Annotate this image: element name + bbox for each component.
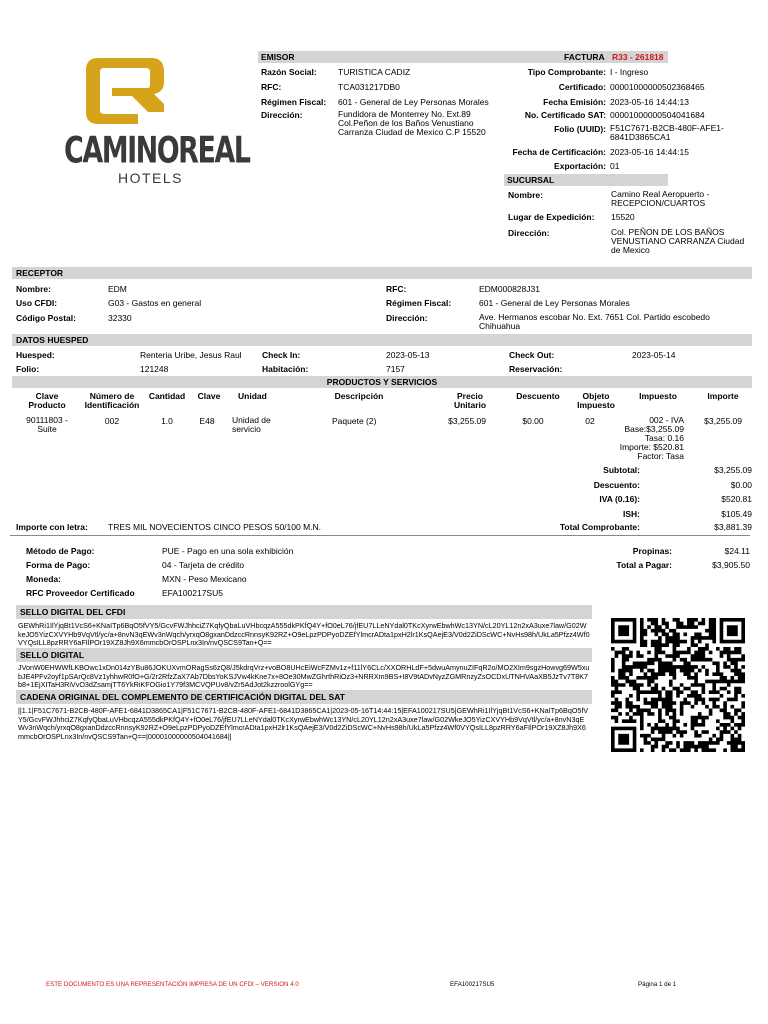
emisor-header [258,51,668,63]
footer-legal: ESTE DOCUMENTO ES UNA REPRESENTACIÓN IMPRESA DE UN CFDI – VERSION 4.0 [46,981,299,988]
receptor-rfc-value: EDM000828J31 [479,284,540,294]
col-impuesto: Impuesto [639,391,677,401]
total-comprobante-value: $3,881.39 [714,522,752,532]
row-importe: $3,255.09 [704,416,742,426]
total-comprobante-label: Total Comprobante: [559,522,640,532]
rfc-proveedor-label: RFC Proveedor Certificado [26,588,135,598]
col-clave-producto: Clave Producto [28,391,66,410]
emisor-title: EMISOR [261,52,295,62]
iva-value: $520.81 [721,494,752,504]
logo-mark-icon [60,52,190,132]
checkout-value: 2023-05-14 [632,350,676,360]
descuento-label: Descuento: [593,480,640,490]
receptor-rfc-label: RFC: [386,284,407,294]
col-objeto-impuesto: Objeto Impuesto [577,391,615,410]
receptor-nombre-value: EDM [108,284,127,294]
lugar-label: Lugar de Expedición: [508,212,595,222]
col-precio-unitario: Precio Unitario [453,391,487,410]
receptor-regimen-label: Régimen Fiscal: [386,298,452,308]
moneda-label: Moneda: [26,574,61,584]
fcert-label: Fecha de Certificación: [512,147,606,157]
row-clave-producto: 90111803 - Suite [26,415,68,434]
sello-digital-header: SELLO DIGITAL [16,648,592,662]
col-num-identificacion: Número de Identificación [84,391,140,410]
sello-digital-text: JVonW0EHWWfLKBOwc1xDn014zYBu86JOKUXvmORagSs6zQ8/J5kdrqVrz+voBO8UHcEiWcFZMv1z+f11lY6CLc/XXORHLdF+5dwuAmynuZIFqR2o/MO2XIm9sgzHowvg69W5xubJE4PFv2oyf1pSArQc8Vz1yhhwR0fO+G/2r2RfzZaX7Ab7DbsYoKSJVw4kKne7x+8Oe30MwZGhrthRiOz3+NRRXm9BS+I8V9tADvNyzZGMRnzyZsOCDxUTNHVAaXB5JzTv7T8K7b8+1EjXITaH3RiVvO3dZsamjTT6YkRiKFOGio1Y79f3MCVQPUv8/vZr5AdJot2kzzroolGYg== [18,664,590,690]
brand-sub: HOTELS [118,170,184,186]
nocert-label: No. Certificado SAT: [524,110,606,120]
cert-value: 00001000000502368465 [610,82,705,92]
emisor-rfc-label: RFC: [261,82,282,92]
ish-label: ISH: [623,509,640,519]
moneda-value: MXN - Peso Mexicano [162,574,247,584]
reserva-label: Reservación: [509,364,563,374]
row-clave: E48 [199,416,215,426]
ish-value: $105.49 [721,509,752,519]
receptor-dir-value: Ave. Hermanos escobar No. Ext. 7651 Col. Partido escobedo Chihuahua [479,312,710,331]
brand-name: CAMINOREAL [64,130,250,172]
huesped-label: Huesped: [16,350,55,360]
rfc-proveedor-value: EFA100217SU5 [162,588,223,598]
metodo-pago-label: Método de Pago: [26,546,95,556]
emisor-regimen-label: Régimen Fiscal: [261,97,327,107]
forma-pago-value: 04 - Tarjeta de crédito [162,560,245,570]
huesped-folio-label: Folio: [16,364,40,374]
cert-label: Certificado: [558,82,606,92]
razon-value: TURISTICA CADIZ [338,67,411,77]
productos-header: PRODUCTOS Y SERVICIOS [12,376,752,388]
col-descuento: Descuento [516,391,560,401]
folio-uuid-label: Folio (UUID): [554,124,606,134]
col-cantidad: Cantidad [148,391,186,401]
forma-pago-label: Forma de Pago: [26,560,91,570]
total-pagar-value: $3,905.50 [712,560,750,570]
fecha-value: 2023-05-16 14:44:13 [610,97,689,107]
qr-code-icon [611,618,745,752]
nocert-value: 00001000000504041684 [610,110,705,120]
hab-value: 7157 [386,364,405,374]
huesped-value: Renteria Uribe, Jesus Raul [140,350,242,360]
tipo-value: I - Ingreso [610,67,649,77]
propinas-label: Propinas: [632,546,672,556]
row-precio: $3,255.09 [448,416,486,426]
iva-label: IVA (0.16): [599,494,640,504]
footer-pac: EFA100217SU5 [450,981,495,988]
subtotal-value: $3,255.09 [714,465,752,475]
col-unidad: Unidad [238,391,267,401]
checkin-label: Check In: [262,350,301,360]
row-impuesto: 002 - IVA Base:$3,255.09 Tasa: 0.16 Importe: $520.81 Factor: Tasa [619,415,684,461]
fcert-value: 2023-05-16 14:44:15 [610,147,689,157]
sello-cfdi-header: SELLO DIGITAL DEL CFDI [16,605,592,619]
sucursal-nombre-value: Camino Real Aeropuerto - RECEPCION/CUARTOS [611,189,710,208]
col-importe: Importe [707,391,739,401]
uso-cfdi-value: G03 - Gastos en general [108,298,202,308]
emisor-regimen-value: 601 - General de Ley Personas Morales [338,97,489,107]
propinas-value: $24.11 [724,546,750,556]
uso-cfdi-label: Uso CFDI: [16,298,58,308]
sucursal-dir-label: Dirección: [508,228,550,238]
divider [10,535,750,536]
row-objeto: 02 [585,416,595,426]
col-descripcion: Descripción [334,391,384,401]
descuento-value: $0.00 [730,480,752,490]
row-num-id: 002 [104,416,120,426]
sello-cfdi-text: GEWhRi1IlYjqBt1VcS6+KNaITp6BqO5fVY5/GcvFWJhhciZ7KqfyQbaLuVHbcqzA555dkPKfQ4Y+fO0eL76/jfEU7LLeNYdal0TKcXyrwEbwhWc13YN/cL20YL12n2xA3uxe7law/G02WkeJO5YizCXVYHb9VqVtl/yc/a+8nvN3qEWv3nWqch/yrxqO8gxanDdzccRnnsyK92RZ+O9eLpzPDPyoDZEfYlmcrADta1pxH2lr1KsQAejE3/V0d2ZiDScWC+NvHs98h/UkLa5Pfzz4Wf0VYQsILL8pzRRY6aFIlPOr19XZ8Jh9X6mmcbOrOSPLnx3In/nvQSCS9Tan+Q== [18,622,590,648]
folio-uuid-value: F51C7671-B2CB-480F-AFE1- 6841D3865CA1 [610,123,724,142]
tipo-label: Tipo Comprobante: [527,67,606,77]
export-value: 01 [610,161,620,171]
fecha-label: Fecha Emisión: [543,97,606,107]
sucursal-header: SUCURSAL [504,174,668,186]
col-clave: Clave [197,391,221,401]
receptor-header: RECEPTOR [12,267,752,279]
emisor-rfc-value: TCA031217DB0 [338,82,400,92]
huesped-header: DATOS HUESPED [12,334,752,346]
qr-code [611,618,745,752]
receptor-regimen-value: 601 - General de Ley Personas Morales [479,298,630,308]
checkout-label: Check Out: [509,350,555,360]
sucursal-dir-value: Col. PEÑON DE LOS BAÑOS VENUSTIANO CARRANZA Ciudad de Mexico [611,227,745,255]
subtotal-label: Subtotal: [603,465,640,475]
cp-value: 32330 [108,313,132,323]
footer-page: Página 1 de 1 [638,981,677,988]
metodo-pago-value: PUE - Pago en una sola exhibición [162,546,294,556]
row-unidad: Unidad de servicio [232,415,271,434]
export-label: Exportación: [554,161,606,171]
cadena-text: ||1.1|F51C7671-B2CB-480F-AFE1-6841D3865CA1|F51C7671-B2CB-480F-AFE1-6841D3865CA1|2023-05-16T14:44:15|EFA100217SU5|GEWhRi1IlYjqBt1VcS6+KNaITp6BqO5fVY5/GcvFWJhhciZ7KqfyQbaLuVHbcqzA555dkPKfQ4Y+fO0eL76/jfEU7LLeNYdal0TKcXyrwEbwhWc13YN/cL20YL12n2xA3uxe7law/G02WkeJO5YizCXVYHb9VqVtl/yc/a+8nvN3qEWv3nWqch/yrxqO8gxanDdzccRnnsyK92RZ+O9eLpzPDPyoDZEfYlmcrADta1pxH2lr1KsQAejE3/V0d2ZiDScWC+NvHs98h/UkLa5Pfzz4Wf0VYQsILL8pzRRY6aFIlPOr19XZ8Jh9X6mmcbOrOSPLnx3In/nvQSCS9Tan+Q==|00001000000504041684|| [18,707,589,741]
emisor-dir-label: Dirección: [261,110,303,120]
cp-label: Código Postal: [16,313,76,323]
importe-letra-value: TRES MIL NOVECIENTOS CINCO PESOS 50/100 M.N. [108,522,322,532]
emisor-dir-value: Fundidora de Monterrey No. Ext.89 Col.Peñon de los Baños Venustiano Carranza Ciudad de Mexico C.P 15520 [338,109,486,137]
receptor-nombre-label: Nombre: [16,284,51,294]
huesped-folio-value: 121248 [140,364,169,374]
cadena-header: CADENA ORIGINAL DEL COMPLEMENTO DE CERTIFICACIÓN DIGITAL DEL SAT [16,690,592,704]
hotel-logo [60,52,250,187]
sucursal-nombre-label: Nombre: [508,190,543,200]
row-descripcion: Paquete (2) [332,416,377,426]
checkin-value: 2023-05-13 [386,350,430,360]
lugar-value: 15520 [611,212,635,222]
row-descuento: $0.00 [522,416,544,426]
factura-label: FACTURA [564,52,605,62]
row-cantidad: 1.0 [161,416,173,426]
receptor-dir-label: Dirección: [386,313,428,323]
razon-label: Razón Social: [261,67,317,77]
importe-letra-label: Importe con letra: [16,522,88,532]
hab-label: Habitación: [262,364,309,374]
factura-number: R33 - 261818 [612,52,664,62]
total-pagar-label: Total a Pagar: [616,560,672,570]
